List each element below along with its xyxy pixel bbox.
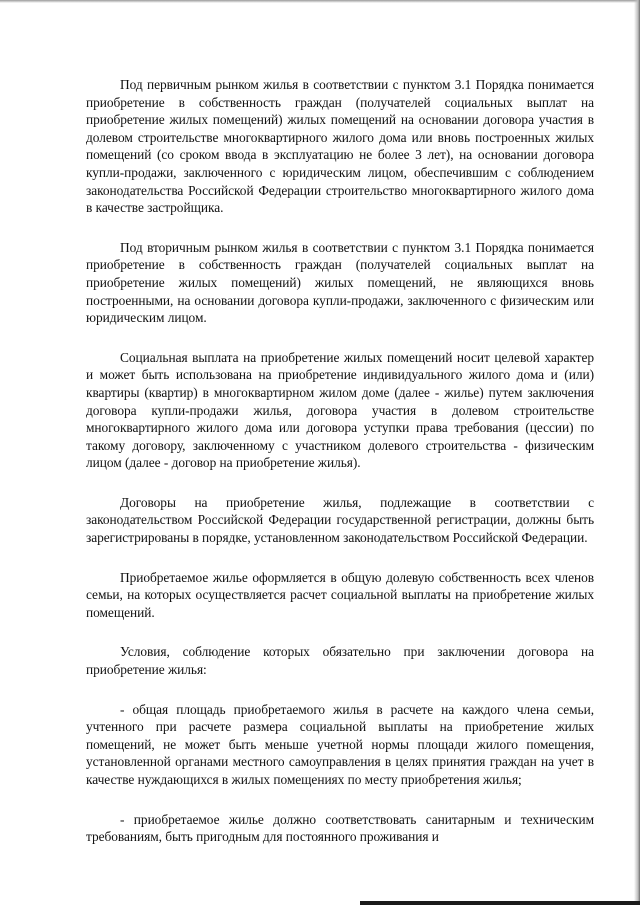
paragraph-social-payment-purpose: Социальная выплата на приобретение жилых помещений носит целевой характер и может быть использована на приобретение индивидуального жилого дома и (или) квартиры (квартир) в многоквартирном жилом доме (далее - жилье) путем заключения договора купли-продажи жилья, договора участия в долевом строительстве многоквартирного жилого дома или договора уступки права требования (цессии) по такому договору, заключенному с участником долевого строительства - физическим лицом (далее - договор на приобретение жилья).	[86, 349, 594, 471]
paragraph-conditions-intro: Условия, соблюдение которых обязательно при заключении договора на приобретение жилья:	[86, 644, 594, 678]
paragraph-primary-market: Под первичным рынком жилья в соответствии с пунктом 3.1 Порядка понимается приобретение в собственность граждан (получателей социальных выплат на приобретение жилых помещений) жилых помещений на основании договора участия в долевом строительстве многоквартирного жилого дома или вновь построенных жилых помещений (со сроком ввода в эксплуатацию не более 3 лет), на основании договора купли-продажи, заключенного с юридическим лицом, обеспечившим с соблюдением законодательства Российской Федерации строительство многоквартирного жилого дома в качестве застройщика.	[86, 77, 594, 216]
scan-edge-bottom	[360, 901, 640, 905]
paragraph-condition-area: - общая площадь приобретаемого жилья в расчете на каждого члена семьи, учтенного при расчете размера социальной выплаты на приобретение жилых помещений, не может быть меньше учетной нормы площади жилого помещения, установленной органами местного самоуправления в целях принятия граждан на учет в качестве нуждающихся в жилых помещениях по месту приобретения жилья;	[86, 701, 594, 787]
paragraph-condition-sanitary: - приобретаемое жилье должно соответствовать санитарным и техническим требованиям, быть пригодным для постоянного проживания и	[86, 811, 594, 845]
scan-edge-top	[0, 0, 640, 3]
paragraph-contract-registration: Договоры на приобретение жилья, подлежащие в соответствии с законодательством Российской Федерации государственной регистрации, должны быть зарегистрированы в порядке, установленном законодательством Российской Федерации.	[86, 494, 594, 546]
document-body	[86, 76, 594, 868]
scan-edge-right	[634, 0, 640, 905]
paragraph-shared-ownership: Приобретаемое жилье оформляется в общую долевую собственность всех членов семьи, на которых осуществляется расчет социальной выплаты на приобретение жилых помещений.	[86, 569, 594, 620]
paragraph-secondary-market: Под вторичным рынком жилья в соответствии с пунктом 3.1 Порядка понимается приобретение в собственность граждан (получателей социальных выплат на приобретение жилых помещений) жилых помещений, не являющихся вновь построенными, на основании договора купли-продажи, заключенного с физическим или юридическим лицом.	[86, 239, 594, 326]
